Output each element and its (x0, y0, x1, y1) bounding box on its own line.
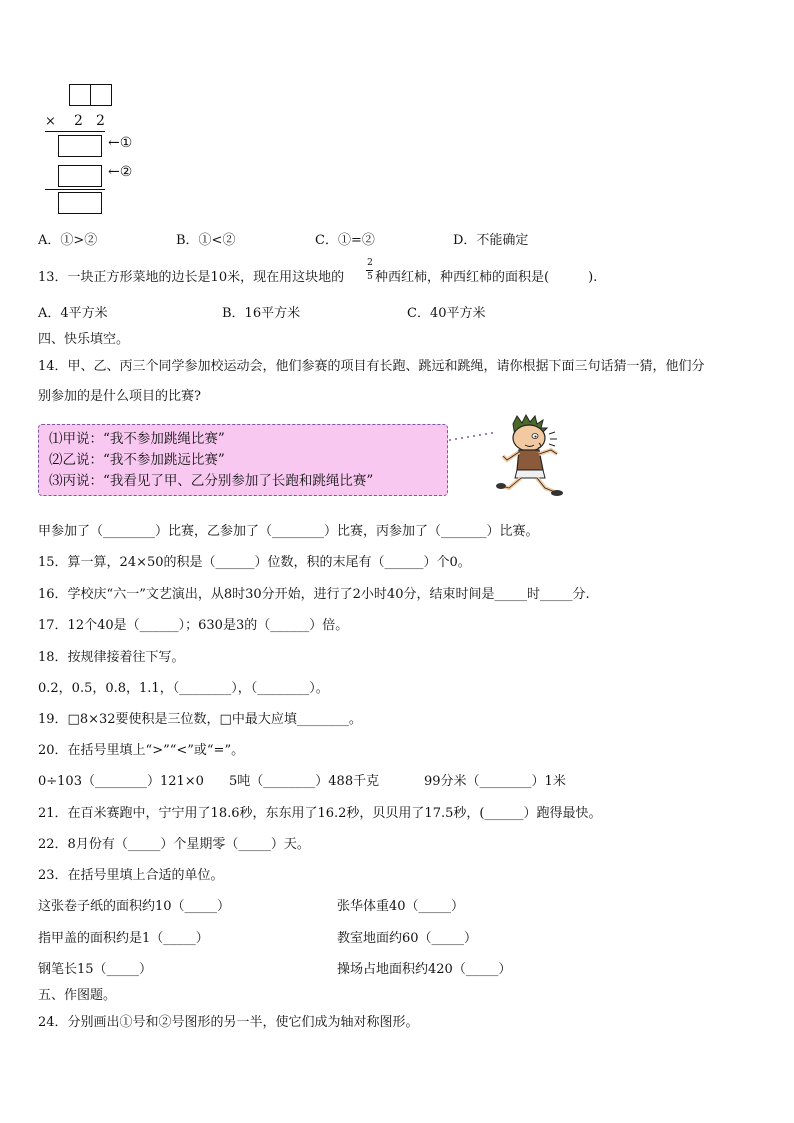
q16-text: 16．学校庆“六一”文艺演出，从8时30分开始，进行了2小时40分，结束时间是_____时_____分. (38, 587, 590, 602)
q13-option-a[interactable]: A．4平方米 (38, 306, 108, 321)
times-sign: × (45, 114, 56, 129)
running-boy-illustration (495, 414, 573, 498)
q20-item-1: 0÷103（________）121×0 (38, 774, 204, 789)
q23-left-3: 钢笔长15（_____） (38, 962, 153, 977)
q13-option-c[interactable]: C．40平方米 (407, 306, 486, 321)
section-4-heading: 四、快乐填空。 (38, 332, 130, 347)
q17-text: 17．12个40是（______）；630是3的（______）倍。 (38, 618, 349, 633)
q13-option-b[interactable]: B．16平方米 (222, 306, 301, 321)
q14-line-1: 14．甲、乙、丙三个同学参加校运动会，他们参赛的项目有长跑、跳远和跳绳，请你根据下面三句话猜一猜，他们分 (38, 359, 705, 374)
multiplicand-box-tens (69, 84, 91, 106)
bubble-statement-1: ⑴甲说：“我不参加跳绳比赛” (49, 431, 225, 447)
arrow-label-1: ←① (108, 135, 133, 151)
q14-answer-line: 甲参加了（________）比赛，乙参加了（________）比赛，丙参加了（_______）比赛。 (38, 524, 539, 539)
partial-product-box-2 (58, 165, 102, 187)
figure-rule-bottom (45, 189, 105, 190)
q13-fraction-numerator: 2 (367, 258, 373, 268)
q19-text: 19．□8×32要使积是三位数，□中最大应填________。 (38, 712, 362, 727)
q23-title: 23．在括号里填上合适的单位。 (38, 868, 224, 883)
q15-text: 15．算一算，24×50的积是（______）位数，积的末尾有（______）个0。 (38, 555, 471, 570)
bubble-tail-dots (448, 428, 500, 444)
bubble-statement-2: ⑵乙说：“我不参加跳远比赛” (49, 452, 225, 468)
q14-line-2: 别参加的是什么项目的比赛? (38, 389, 201, 404)
speech-bubble (38, 424, 448, 496)
q12-option-b[interactable]: B．①<② (176, 233, 236, 248)
multiplier-digit-ones: 2 (96, 113, 105, 129)
q23-right-3: 操场占地面积约420（_____） (337, 962, 512, 977)
q24-text: 24．分别画出①号和②号图形的另一半，使它们成为轴对称图形。 (38, 1015, 419, 1030)
section-5-heading: 五、作图题。 (38, 988, 117, 1003)
multiplicand-box-ones (90, 84, 112, 106)
figure-rule-top (45, 131, 105, 132)
q20-item-3: 99分米（________）1米 (424, 774, 566, 789)
q23-left-1: 这张卷子纸的面积约10（_____） (38, 899, 231, 914)
partial-product-box-1 (58, 135, 102, 157)
q21-text: 21．在百米赛跑中，宁宁用了18.6秒，东东用了16.2秒，贝贝用了17.5秒，(______）跑得最快。 (38, 806, 602, 821)
q12-option-d[interactable]: D．不能确定 (453, 233, 529, 248)
q18-sequence: 0.2，0.5，0.8，1.1，（________），（________）。 (38, 681, 329, 696)
multiplier-digit-tens: 2 (74, 113, 83, 129)
q20-title: 20．在括号里填上“>”“<”或“=”。 (38, 743, 245, 758)
q13-fraction-bar (366, 270, 373, 271)
q12-option-c[interactable]: C．①=② (315, 233, 375, 248)
q23-left-2: 指甲盖的面积约是1（_____） (38, 931, 209, 946)
arrow-label-2: ←② (108, 164, 133, 180)
q12-option-a[interactable]: A．①>② (38, 233, 98, 248)
q18-title: 18．按规律接着往下写。 (38, 650, 185, 665)
q22-text: 22．8月份有（_____）个星期零（_____）天。 (38, 837, 310, 852)
q23-right-1: 张华体重40（_____） (337, 899, 465, 914)
q20-item-2: 5吨（________）488千克 (229, 774, 380, 789)
q13-fraction-denominator: 5 (367, 272, 373, 282)
q13-text-a: 13．一块正方形菜地的边长是10米，现在用这块地的 (38, 270, 345, 285)
q23-right-2: 教室地面约60（_____） (337, 931, 478, 946)
bubble-statement-3: ⑶丙说：“我看见了甲、乙分别参加了长跑和跳绳比赛” (49, 473, 374, 489)
final-product-box (58, 192, 102, 214)
q13-text-b: 种西红柿，种西红柿的面积是( ). (375, 270, 598, 285)
